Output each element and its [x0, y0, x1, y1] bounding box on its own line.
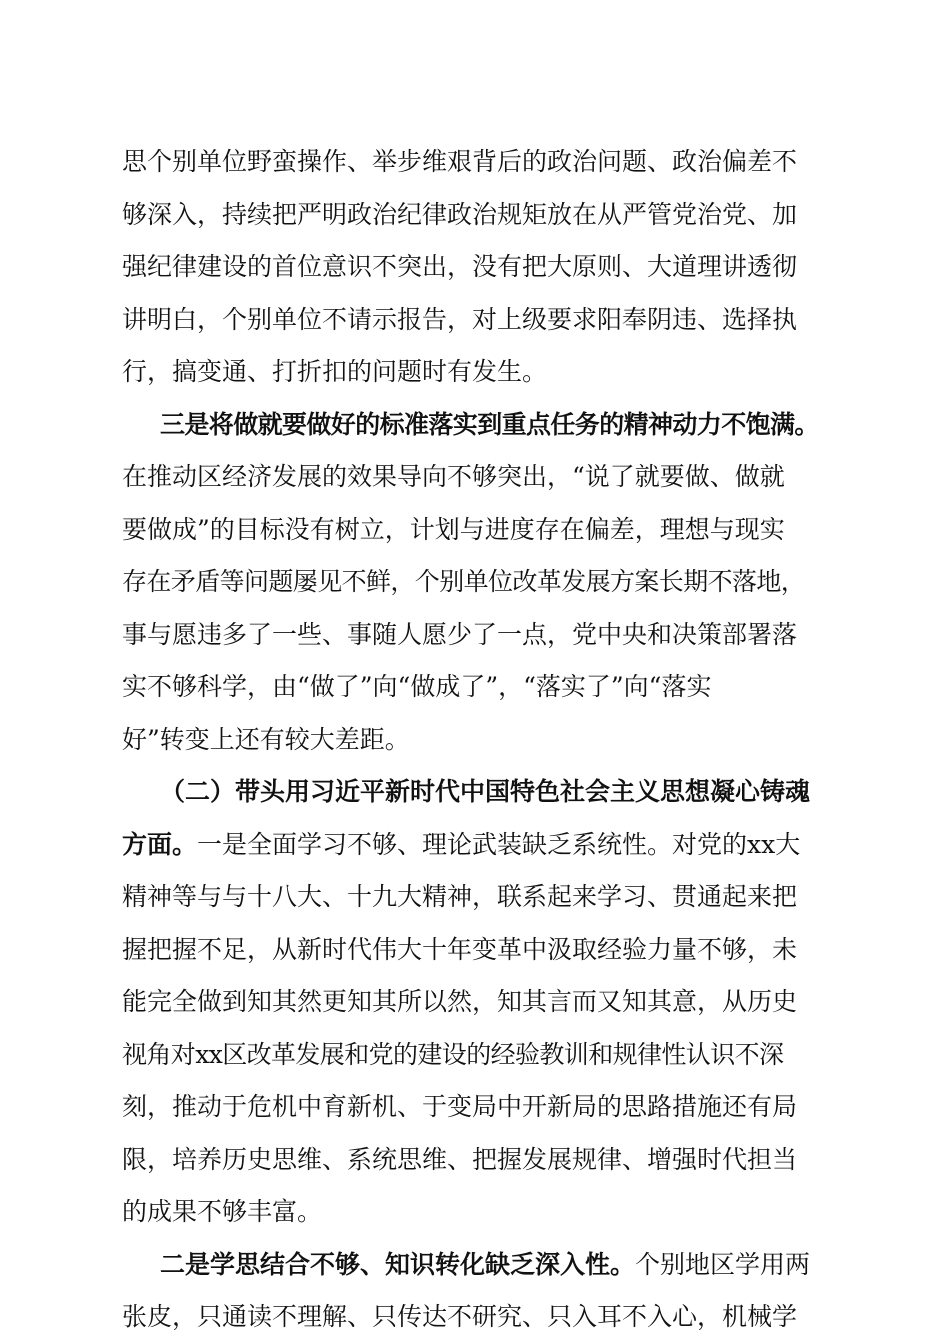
text-line-rest: 一是全面学习不够、理论武装缺乏系统性。对党的xx大 [197, 829, 801, 859]
text-line: 限，培养历史思维、系统思维、把握发展规律、增强时代担当 [122, 1144, 798, 1174]
text-line: 的成果不够丰富。 [122, 1197, 323, 1226]
text-line: 要做成”的目标没有树立，计划与进度存在偏差，理想与现实 [122, 514, 785, 544]
text-line [122, 819, 832, 872]
text-line: 讲明白，个别单位不请示报告，对上级要求阳奉阴违、选择执 [122, 304, 798, 334]
text-line: 张皮，只通读不理解、只传达不研究、只入耳不入心，机械学 [122, 1302, 798, 1331]
text-line-rest: 个别地区学用两 [635, 1249, 811, 1279]
text-line: 思个别单位野蛮操作、举步维艰背后的政治问题、政治偏差不 [122, 147, 798, 176]
text-line: 视角对xx区改革发展和党的建设的经验教训和规律性认识不深 [122, 1039, 784, 1069]
text-line [122, 1239, 832, 1292]
text-line: 刻，推动于危机中育新机、于变局中开新局的思路措施还有局 [122, 1092, 798, 1121]
text-line: 好”转变上还有较大差距。 [122, 724, 410, 754]
text-line: 够深入，持续把严明政治纪律政治规矩放在从严管党治党、加 [122, 199, 798, 229]
section-heading: 二是学思结合不够、知识转化缺乏深入性。 [160, 1249, 636, 1279]
section-heading-tail: 方面。 [122, 829, 198, 859]
text-line: 实不够科学，由“做了”向“做成了”，“落实了”向“落实 [122, 672, 712, 701]
section-heading: （二）带头用习近平新时代中国特色社会主义思想凝心铸魂 [160, 777, 811, 806]
section-heading: 三是将做就要做好的标准落实到重点任务的精神动力不饱满。 [160, 409, 819, 439]
text-line: 事与愿违多了一些、事随人愿少了一点，党中央和决策部署落 [122, 619, 798, 649]
text-line: 存在矛盾等问题屡见不鲜，个别单位改革发展方案长期不落地， [122, 567, 806, 596]
text-line: 强纪律建设的首位意识不突出，没有把大原则、大道理讲透彻 [122, 252, 798, 281]
text-line: 行，搞变通、打折扣的问题时有发生。 [122, 357, 548, 386]
document-body [122, 136, 832, 1344]
text-line: 在推动区经济发展的效果导向不够突出，“说了就要做、做就 [122, 462, 785, 491]
text-line: 能完全做到知其然更知其所以然，知其言而又知其意，从历史 [122, 987, 798, 1016]
text-line: 握把握不足，从新时代伟大十年变革中汲取经验力量不够，未 [122, 934, 798, 964]
text-line: 精神等与与十八大、十九大精神，联系起来学习、贯通起来把 [122, 882, 798, 911]
